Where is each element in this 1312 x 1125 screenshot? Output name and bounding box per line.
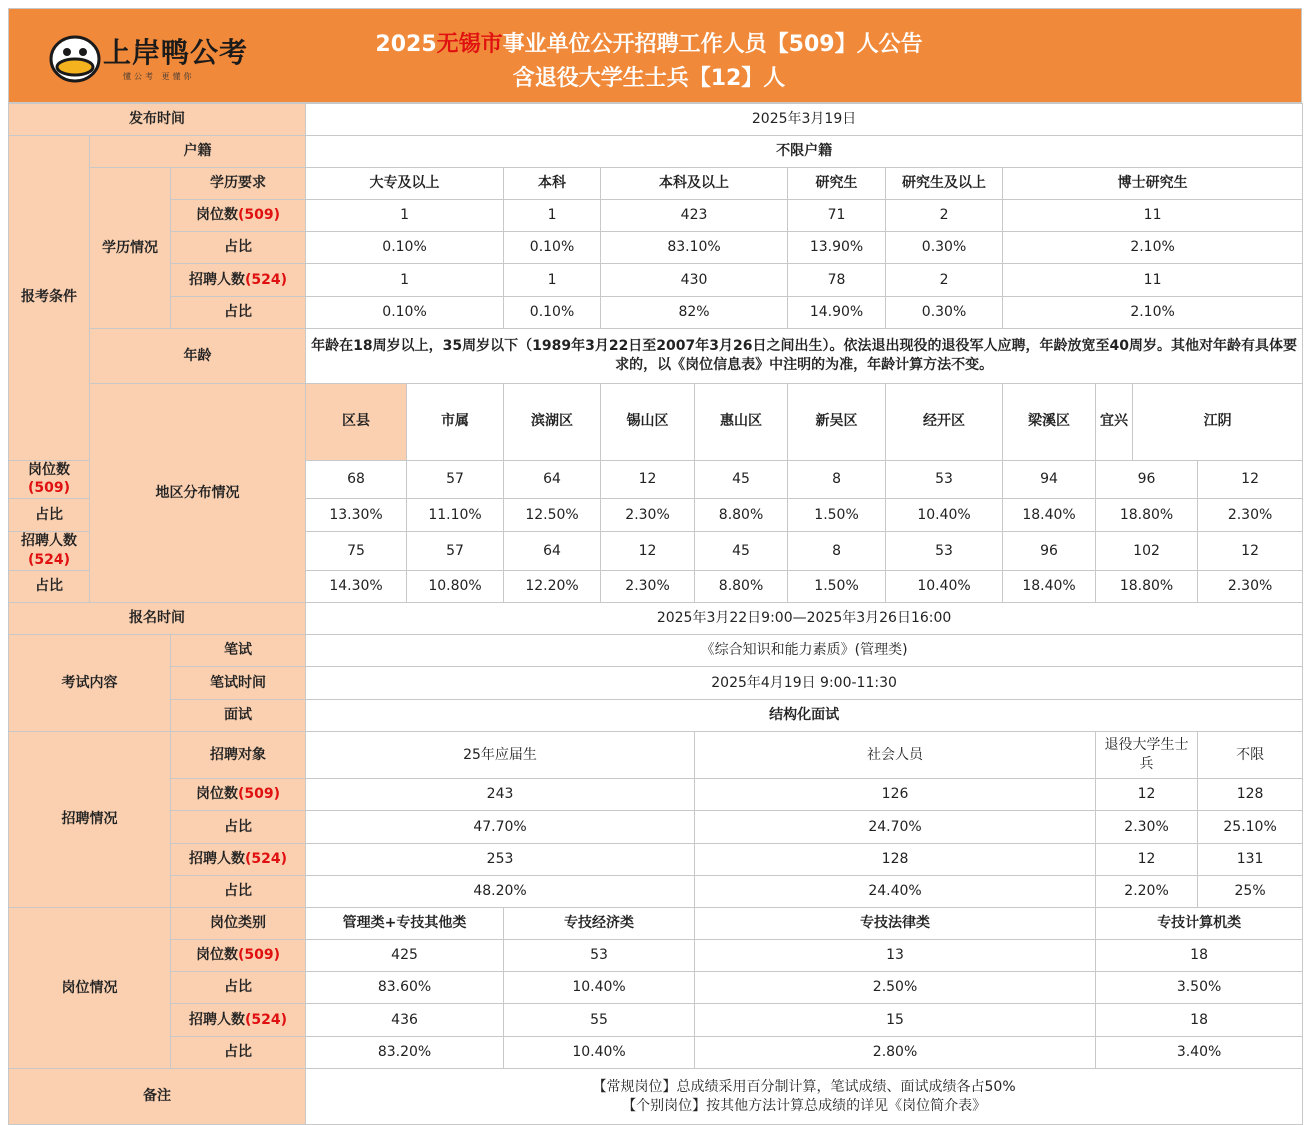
table-cell: 2.50% (695, 972, 1096, 1004)
recruit-label: 招聘情况 (9, 732, 171, 908)
table-cell: 48.20% (306, 876, 695, 908)
table-cell: 128 (1198, 779, 1303, 811)
recruit-hires-row (9, 844, 1303, 876)
district-header: 梁溪区 (1003, 384, 1096, 461)
table-cell: 3.50% (1096, 972, 1303, 1004)
table-cell: 2 (886, 200, 1003, 232)
signup-label: 报名时间 (9, 603, 306, 635)
duck-logo-icon (45, 25, 105, 85)
district-header: 经开区 (886, 384, 1003, 461)
table-cell: 83.20% (306, 1037, 504, 1069)
recruit-hires-label: 招聘人数(524) (171, 844, 306, 876)
table-cell: 12 (601, 460, 695, 499)
table-cell: 425 (306, 940, 504, 972)
table-cell: 96 (1003, 532, 1096, 571)
table-cell: 53 (504, 940, 695, 972)
region-hires-label: 招聘人数(524) (9, 532, 90, 571)
edu-label: 学历情况 (90, 168, 171, 329)
district-header: 新吴区 (788, 384, 886, 461)
table-cell: 64 (504, 532, 601, 571)
table-cell: 3.40% (1096, 1037, 1303, 1069)
recruit-ratio-label: 占比 (171, 876, 306, 908)
notes-row (9, 1069, 1303, 1125)
table-cell: 131 (1198, 844, 1303, 876)
table-cell: 0.30% (886, 297, 1003, 329)
position-type-cell: 专技法律类 (695, 908, 1096, 940)
edu-level-cell: 研究生 (788, 168, 886, 200)
table-cell: 12 (1096, 779, 1198, 811)
table-cell: 0.30% (886, 232, 1003, 264)
table-cell: 0.10% (306, 232, 504, 264)
table-cell: 11 (1003, 264, 1303, 297)
table-cell: 126 (695, 779, 1096, 811)
exam-time-label: 笔试时间 (171, 667, 306, 700)
table-cell: 18.80% (1096, 571, 1198, 603)
table-cell: 12.50% (504, 499, 601, 532)
recruitment-summary-page (8, 8, 1302, 1114)
table-cell: 55 (504, 1004, 695, 1037)
table-cell: 8.80% (695, 571, 788, 603)
table-cell: 1 (504, 200, 601, 232)
table-cell: 2.30% (601, 499, 695, 532)
table-cell: 243 (306, 779, 695, 811)
exam-time-value: 2025年4月19日 9:00-11:30 (306, 667, 1303, 700)
table-cell: 2.10% (1003, 232, 1303, 264)
table-cell: 13.30% (306, 499, 407, 532)
logo-subtitle: 懂公考 更懂你 (123, 72, 195, 81)
edu-ratio-label: 占比 (171, 297, 306, 329)
position-type-cell: 专技经济类 (504, 908, 695, 940)
notes-line: 【个别岗位】按其他方法计算总成绩的详见《岗位简介表》 (622, 1097, 987, 1114)
table-cell: 12 (1198, 532, 1303, 571)
table-cell: 83.60% (306, 972, 504, 1004)
edu-level-cell: 研究生及以上 (886, 168, 1003, 200)
table-cell: 75 (306, 532, 407, 571)
table-cell: 11.10% (407, 499, 504, 532)
table-cell: 10.40% (504, 972, 695, 1004)
table-cell: 25.10% (1198, 811, 1303, 844)
table-cell: 2.20% (1096, 876, 1198, 908)
huji-value: 不限户籍 (306, 136, 1303, 168)
exam-label: 考试内容 (9, 635, 171, 732)
table-cell: 8 (788, 532, 886, 571)
table-cell: 18.80% (1096, 499, 1198, 532)
district-header: 惠山区 (695, 384, 788, 461)
conditions-label: 报考条件 (9, 136, 90, 461)
position-hires-ratio-row (9, 1037, 1303, 1069)
edu-ratio-label: 占比 (171, 232, 306, 264)
table-cell: 1.50% (788, 499, 886, 532)
interview-value: 结构化面试 (306, 700, 1303, 732)
edu-level-cell: 本科 (504, 168, 601, 200)
table-cell: 1 (306, 200, 504, 232)
age-text: 年龄在18周岁以上，35周岁以下（1989年3月22日至2007年3月26日之间出生）。依法退出现役的退役军人应聘，年龄放宽至40周岁。其他对年龄有具体要求的，以《岗位信息表》中注明的为准，年龄计算方法不变。 (306, 329, 1303, 384)
table-cell: 53 (886, 532, 1003, 571)
table-cell: 18 (1096, 1004, 1303, 1037)
position-posts-row (9, 940, 1303, 972)
table-cell: 0.10% (306, 297, 504, 329)
table-cell: 53 (886, 460, 1003, 499)
table-cell: 45 (695, 460, 788, 499)
recruit-target-label: 招聘对象 (171, 732, 306, 779)
page-subtitle: 含退役大学生士兵【12】人 (512, 66, 786, 91)
edu-hires-ratio-row (9, 297, 1303, 329)
notes-content (306, 1069, 1303, 1125)
position-posts-ratio-row (9, 972, 1303, 1004)
recruitment-table (8, 103, 1303, 1125)
table-cell: 13.90% (788, 232, 886, 264)
table-cell: 102 (1096, 532, 1198, 571)
page-title: 2025无锡市事业单位公开招聘工作人员【509】人公告 (375, 32, 923, 57)
interview-label: 面试 (171, 700, 306, 732)
table-cell: 12 (601, 532, 695, 571)
age-label: 年龄 (90, 329, 306, 384)
region-ratio-label: 占比 (9, 571, 90, 603)
table-cell: 253 (306, 844, 695, 876)
table-cell: 423 (601, 200, 788, 232)
publish-label: 发布时间 (9, 104, 306, 136)
table-cell: 10.80% (407, 571, 504, 603)
written-value: 《综合知识和能力素质》(管理类) (306, 635, 1303, 667)
position-posts-label: 岗位数(509) (171, 940, 306, 972)
table-cell: 436 (306, 1004, 504, 1037)
recruit-posts-ratio-row (9, 811, 1303, 844)
table-cell: 128 (695, 844, 1096, 876)
table-cell: 12.20% (504, 571, 601, 603)
table-cell: 8 (788, 460, 886, 499)
table-cell: 0.10% (504, 232, 601, 264)
position-type-cell: 管理类+专技其他类 (306, 908, 504, 940)
recruit-target-cell: 不限 (1198, 732, 1303, 779)
edu-hires-row (9, 264, 1303, 297)
district-header: 宜兴 (1096, 384, 1133, 461)
positions-label: 岗位情况 (9, 908, 171, 1069)
edu-level-cell: 本科及以上 (601, 168, 788, 200)
table-cell: 94 (1003, 460, 1096, 499)
position-hires-row (9, 1004, 1303, 1037)
district-header: 江阴 (1133, 384, 1303, 461)
table-cell: 11 (1003, 200, 1303, 232)
district-header: 滨湖区 (504, 384, 601, 461)
table-cell: 15 (695, 1004, 1096, 1037)
recruit-hires-ratio-row (9, 876, 1303, 908)
table-cell: 2 (886, 264, 1003, 297)
interview-row (9, 700, 1303, 732)
edu-posts-label: 岗位数(509) (171, 200, 306, 232)
header-banner (8, 8, 1302, 103)
exam-time-row (9, 667, 1303, 700)
edu-level-cell: 大专及以上 (306, 168, 504, 200)
position-hires-label: 招聘人数(524) (171, 1004, 306, 1037)
district-header: 锡山区 (601, 384, 695, 461)
region-name-label: 区县 (306, 384, 407, 461)
table-cell: 14.90% (788, 297, 886, 329)
table-cell: 10.40% (886, 571, 1003, 603)
table-cell: 57 (407, 460, 504, 499)
recruit-target-cell: 社会人员 (695, 732, 1096, 779)
table-cell: 1.50% (788, 571, 886, 603)
table-cell: 2.30% (1198, 499, 1303, 532)
table-cell: 64 (504, 460, 601, 499)
recruit-posts-label: 岗位数(509) (171, 779, 306, 811)
position-type-cell: 专技计算机类 (1096, 908, 1303, 940)
edu-level-cell: 博士研究生 (1003, 168, 1303, 200)
recruit-target-cell: 退役大学生士兵 (1096, 732, 1198, 779)
notes-label: 备注 (9, 1069, 306, 1125)
position-ratio-label: 占比 (171, 1037, 306, 1069)
region-label: 地区分布情况 (90, 384, 306, 603)
region-ratio-label: 占比 (9, 499, 90, 532)
table-cell: 1 (504, 264, 601, 297)
table-cell: 2.10% (1003, 297, 1303, 329)
table-cell: 12 (1198, 460, 1303, 499)
logo-text: 上岸鸭公考 (103, 36, 249, 69)
huji-label: 户籍 (90, 136, 306, 168)
publish-value: 2025年3月19日 (306, 104, 1303, 136)
table-cell: 68 (306, 460, 407, 499)
edu-req-label: 学历要求 (171, 168, 306, 200)
table-cell: 18.40% (1003, 499, 1096, 532)
written-label: 笔试 (171, 635, 306, 667)
position-ratio-label: 占比 (171, 972, 306, 1004)
publish-row (9, 104, 1303, 136)
table-cell: 12 (1096, 844, 1198, 876)
signup-value: 2025年3月22日9:00—2025年3月26日16:00 (306, 603, 1303, 635)
table-cell: 13 (695, 940, 1096, 972)
recruit-target-row (9, 732, 1303, 779)
table-cell: 47.70% (306, 811, 695, 844)
table-cell: 8.80% (695, 499, 788, 532)
edu-posts-row (9, 200, 1303, 232)
table-cell: 71 (788, 200, 886, 232)
notes-line: 【常规岗位】总成绩采用百分制计算，笔试成绩、面试成绩各占50% (592, 1078, 1016, 1095)
recruit-posts-row (9, 779, 1303, 811)
table-cell: 0.10% (504, 297, 601, 329)
table-cell: 14.30% (306, 571, 407, 603)
edu-posts-ratio-row (9, 232, 1303, 264)
table-cell: 96 (1096, 460, 1198, 499)
position-type-label: 岗位类别 (171, 908, 306, 940)
position-type-row (9, 908, 1303, 940)
table-cell: 2.30% (1198, 571, 1303, 603)
table-cell: 57 (407, 532, 504, 571)
region-name-row (9, 384, 1303, 461)
table-cell: 1 (306, 264, 504, 297)
table-cell: 24.70% (695, 811, 1096, 844)
age-row (9, 329, 1303, 384)
table-cell: 78 (788, 264, 886, 297)
table-cell: 18.40% (1003, 571, 1096, 603)
huji-row (9, 136, 1303, 168)
edu-hires-label: 招聘人数(524) (171, 264, 306, 297)
district-header: 市属 (407, 384, 504, 461)
table-cell: 45 (695, 532, 788, 571)
recruit-target-cell: 25年应届生 (306, 732, 695, 779)
table-cell: 24.40% (695, 876, 1096, 908)
table-cell: 18 (1096, 940, 1303, 972)
logo (45, 23, 249, 89)
table-cell: 2.30% (601, 571, 695, 603)
recruit-ratio-label: 占比 (171, 811, 306, 844)
edu-level-row (9, 168, 1303, 200)
table-cell: 83.10% (601, 232, 788, 264)
table-cell: 10.40% (504, 1037, 695, 1069)
table-cell: 25% (1198, 876, 1303, 908)
table-cell: 2.80% (695, 1037, 1096, 1069)
written-exam-row (9, 635, 1303, 667)
signup-row (9, 603, 1303, 635)
table-cell: 430 (601, 264, 788, 297)
table-cell: 2.30% (1096, 811, 1198, 844)
table-cell: 82% (601, 297, 788, 329)
table-cell: 10.40% (886, 499, 1003, 532)
region-posts-label: 岗位数(509) (9, 460, 90, 499)
